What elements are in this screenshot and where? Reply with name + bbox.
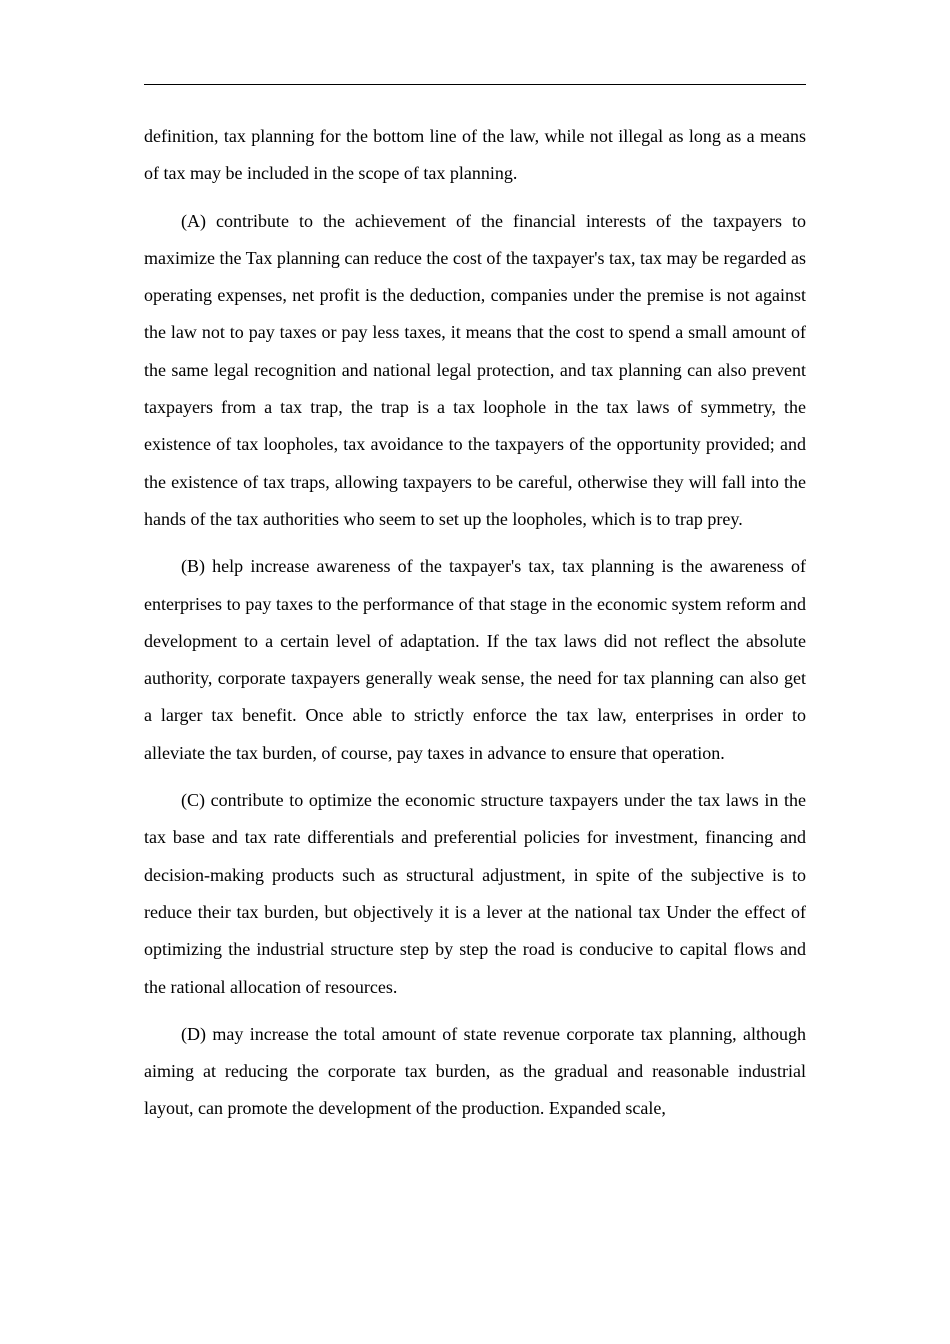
paragraph-definition-continued: definition, tax planning for the bottom line of the law, while not illegal as long as a means of tax may be included in the scope of tax planning.: [144, 126, 806, 184]
paragraph-c: (C) contribute to optimize the economic structure taxpayers under the tax laws in the tax base and tax rate differentials and preferential policies for investment, financing and decision-making products such as structural adjustment, in spite of the subjective is to reduce their tax burden, but objectively it is a lever at the national tax Under the effect of optimizing the industrial structure step by step the road is conducive to capital flows and the rational allocation of resources.: [144, 790, 806, 997]
header-rule: [144, 84, 806, 85]
paragraph-d: (D) may increase the total amount of state revenue corporate tax planning, although aiming at reducing the corporate tax burden, as the gradual and reasonable industrial layout, can promote the development of the production. Expanded scale,: [144, 1023, 806, 1119]
paragraph-a: (A) contribute to the achievement of the financial interests of the taxpayers to maximize the Tax planning can reduce the cost of the taxpayer's tax, tax may be regarded as operating expenses, net profit is the deduction, companies under the premise is not against the law not to pay taxes or pay less taxes, it means that the cost to spend a small amount of the same legal recognition and national legal protection, and tax planning can also prevent taxpayers from a tax trap, the trap is a tax loophole in the tax laws of symmetry, the existence of tax loopholes, tax avoidance to the taxpayers of the opportunity provided; and the existence of tax traps, allowing taxpayers to be careful, otherwise they will fall into the hands of the tax authorities who seem to set up the loopholes, which is to trap prey.: [144, 210, 806, 529]
document-body: [144, 118, 806, 1138]
paragraph-b: (B) help increase awareness of the taxpayer's tax, tax planning is the awareness of enterprises to pay taxes to the performance of that stage in the economic system reform and development to a certain level of adaptation. If the tax laws did not reflect the absolute authority, corporate taxpayers generally weak sense, the need for tax planning can also get a larger tax benefit. Once able to strictly enforce the tax law, enterprises in order to alleviate the tax burden, of course, pay taxes in advance to ensure that operation.: [144, 556, 806, 763]
